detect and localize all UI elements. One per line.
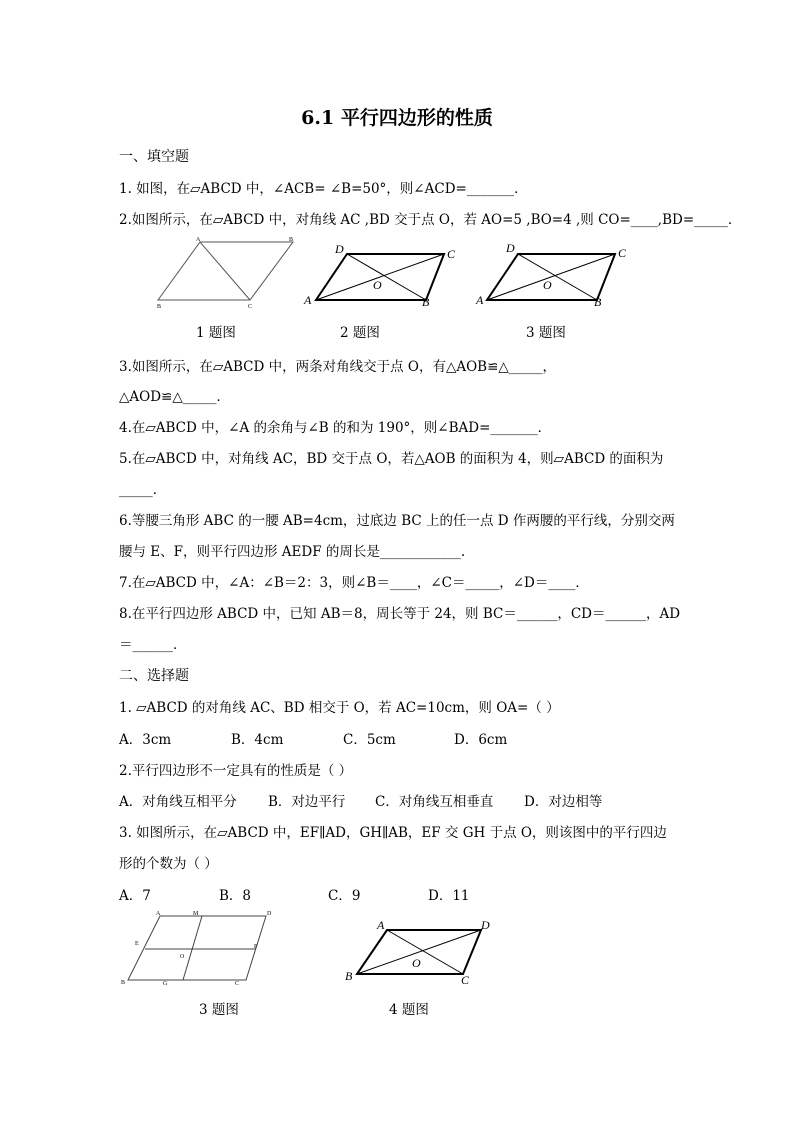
choice-1-option-d: D．6cm xyxy=(454,732,508,748)
fig3-label-B: B xyxy=(594,295,602,309)
fig2-label-O: O xyxy=(373,278,382,292)
question-4: 4.在▱ABCD 中，∠A 的余角与∠B 的和为 190°，则∠BAD=_______． xyxy=(119,420,552,436)
choice-2: 2.平行四边形不一定具有的性质是（ ） xyxy=(119,763,353,779)
fig3-label-D: D xyxy=(506,241,515,255)
choice-2-option-d: D．对边相等 xyxy=(524,794,603,810)
fig3-label-C: C xyxy=(618,246,627,260)
question-3-cont: △AOD≌△_____． xyxy=(119,389,230,405)
question-1: 1. 如图，在▱ABCD 中，∠ACB= ∠B=50°，则∠ACD=_______． xyxy=(119,181,528,197)
fig5-label-A: A xyxy=(377,918,385,932)
fig1-label-A: A xyxy=(196,237,201,243)
fig4-label-B: B xyxy=(121,980,126,986)
choice-3-cont: 形的个数为（ ） xyxy=(119,856,218,872)
fig3-label-O: O xyxy=(543,278,552,292)
fig2-label-C: C xyxy=(447,247,456,261)
caption-fig-5: 4 题图 xyxy=(389,1002,429,1018)
fig5-label-B: B xyxy=(345,969,353,983)
caption-fig-3: 3 题图 xyxy=(526,325,566,341)
fig5-label-O: O xyxy=(412,956,421,970)
question-5-cont: _____． xyxy=(119,482,167,498)
figure-1 xyxy=(150,236,300,311)
section-choice: 二、选择题 xyxy=(119,668,189,684)
figure-2 xyxy=(300,240,465,315)
choice-2-option-b: B．对边平行 xyxy=(268,794,346,810)
choice-2-option-a: A．对角线互相平分 xyxy=(119,794,237,810)
figure-5 xyxy=(343,912,503,992)
fig3-label-A: A xyxy=(476,293,484,307)
figure-4 xyxy=(118,908,278,988)
fig4-label-F: F xyxy=(254,944,258,950)
choice-1-option-a: A．3cm xyxy=(119,732,172,748)
fig1-label-B-top: B xyxy=(289,237,294,243)
question-2: 2.如图所示，在▱ABCD 中，对角线 AC ,BD 交于点 O，若 AO=5 ,BO=4 ,则 CO=____,BD=_____． xyxy=(119,212,742,228)
fig2-label-B: B xyxy=(422,295,430,309)
fig4-label-C: C xyxy=(235,981,240,987)
fig4-label-A: A xyxy=(156,911,161,917)
choice-1: 1. ▱ABCD 的对角线 AC、BD 相交于 O，若 AC=10cm，则 OA=（ ） xyxy=(119,700,560,716)
fig5-label-C: C xyxy=(461,973,470,987)
question-7: 7.在▱ABCD 中，∠A：∠B＝2：3，则∠B＝____，∠C＝_____，∠D＝____． xyxy=(119,575,589,591)
question-5: 5.在▱ABCD 中，对角线 AC，BD 交于点 O，若△AOB 的面积为 4，则▱ABCD 的面积为 xyxy=(119,451,664,467)
fig1-label-B: B xyxy=(157,304,162,310)
question-6-cont: 腰与 E、F，则平行四边形 AEDF 的周长是____________. xyxy=(119,544,466,560)
section-fill-blank: 一、填空题 xyxy=(119,149,189,165)
fig4-label-O: O xyxy=(180,954,185,960)
fig4-label-D: D xyxy=(267,911,272,917)
choice-3-option-a: A．7 xyxy=(119,888,151,904)
fig4-label-E: E xyxy=(135,941,139,947)
question-3: 3.如图所示，在▱ABCD 中，两条对角线交于点 O，有△AOB≌△_____， xyxy=(119,359,557,375)
question-8: 8.在平行四边形 ABCD 中，已知 AB＝8，周长等于 24，则 BC＝______，CD＝______，AD xyxy=(119,606,681,622)
caption-fig-4: 3 题图 xyxy=(199,1002,239,1018)
choice-3: 3. 如图所示，在▱ABCD 中，EF∥AD，GH∥AB，EF 交 GH 于点 O，则该图中的平行四边 xyxy=(119,825,667,841)
choice-1-option-c: C．5cm xyxy=(343,732,396,748)
fig5-label-D: D xyxy=(481,918,490,932)
fig2-label-D: D xyxy=(335,242,344,256)
caption-fig-1: 1 题图 xyxy=(196,325,236,341)
fig2-label-A: A xyxy=(304,293,312,307)
page-title: 6.1 平行四边形的性质 xyxy=(301,107,493,129)
question-6: 6.等腰三角形 ABC 的一腰 AB=4cm，过底边 BC 上的任一点 D 作两腰的平行线，分别交两 xyxy=(119,513,675,529)
choice-1-option-b: B．4cm xyxy=(231,732,284,748)
choice-3-option-b: B．8 xyxy=(219,888,252,904)
fig4-label-M: M xyxy=(193,911,199,917)
figure-3 xyxy=(473,240,638,315)
choice-3-option-d: D．11 xyxy=(428,888,470,904)
fig4-label-G: G xyxy=(163,981,168,987)
choice-2-option-c: C．对角线互相垂直 xyxy=(375,794,494,810)
question-8-cont: ＝______． xyxy=(119,637,187,653)
caption-fig-2: 2 题图 xyxy=(340,325,380,341)
choice-3-option-c: C．9 xyxy=(328,888,361,904)
fig1-label-C: C xyxy=(248,304,253,310)
